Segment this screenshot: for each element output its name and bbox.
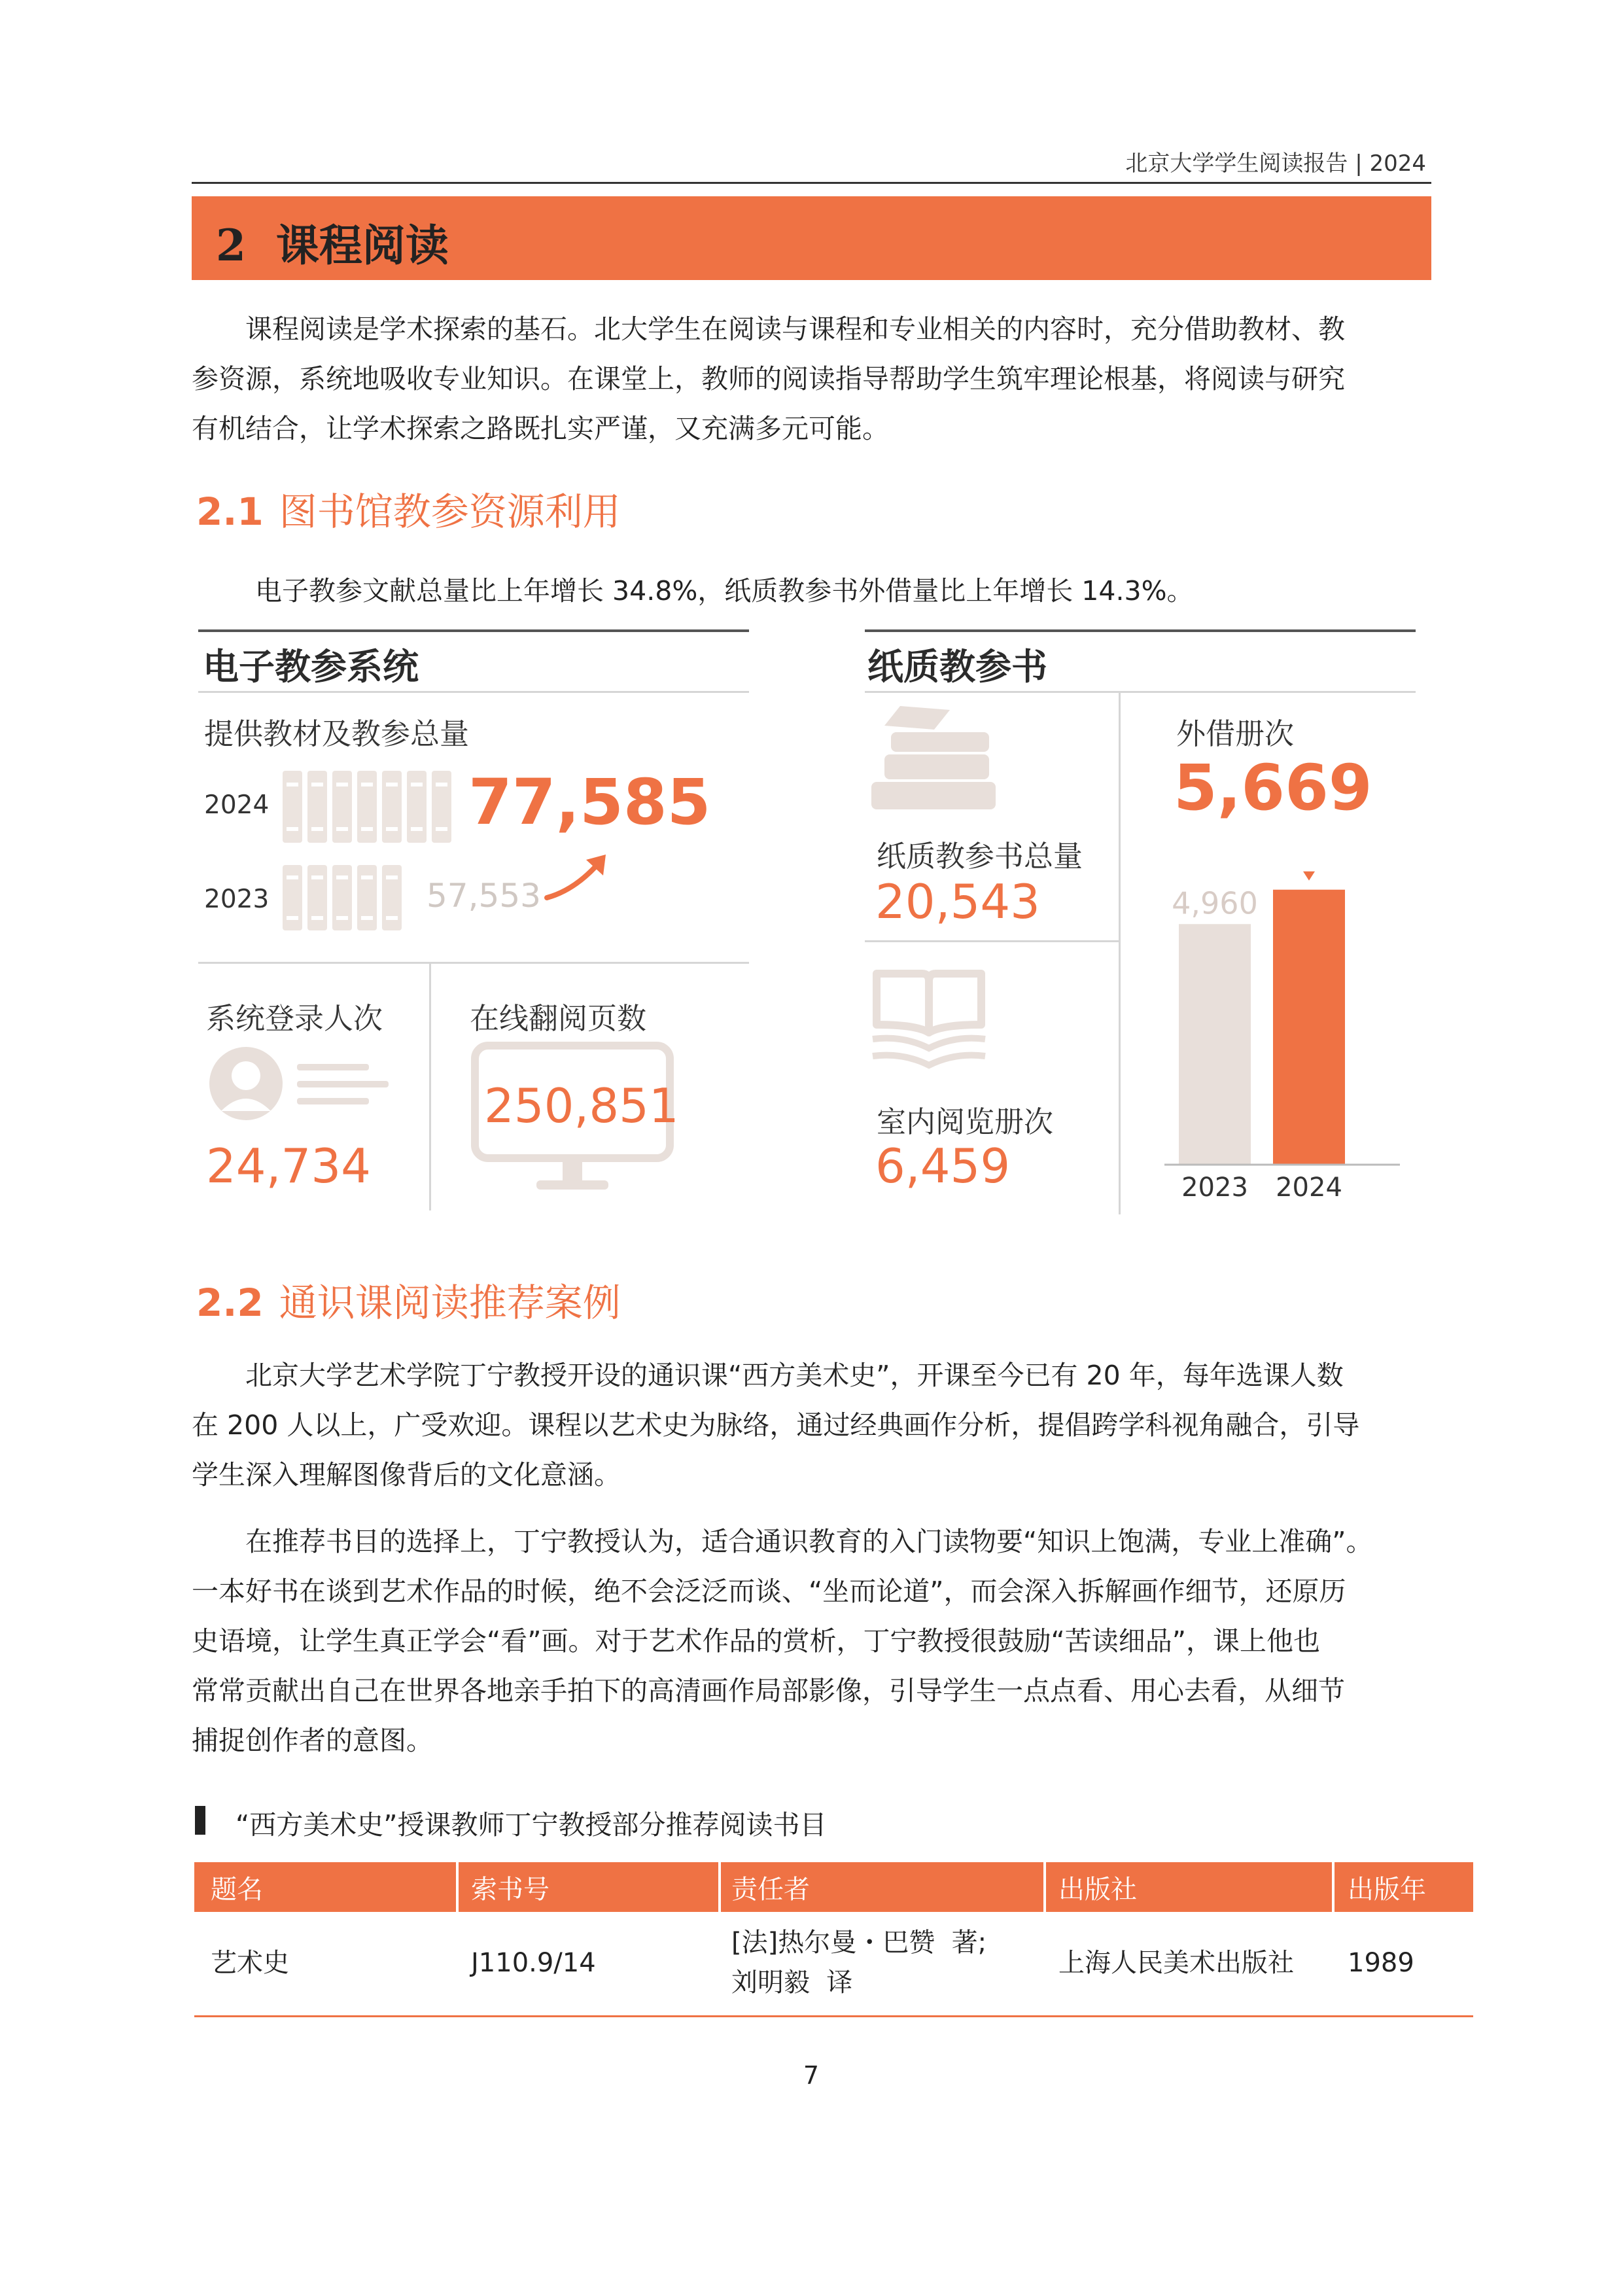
electronic-sub-rule bbox=[198, 691, 749, 693]
case-paragraph-2 bbox=[192, 1517, 1431, 1765]
reading-value: 6,459 bbox=[875, 1139, 1011, 1193]
th-publisher: 出版社 bbox=[1058, 1875, 1137, 1905]
cell-author-line2: 刘明毅 译 bbox=[731, 1968, 853, 1998]
th-year: 出版年 bbox=[1348, 1875, 1426, 1905]
paper-total-value: 20,543 bbox=[875, 874, 1040, 929]
case-line: 北京大学艺术学院丁宁教授开设的通识课“西方美术史”，开课至今已有 20 年，每年选课人数 bbox=[245, 1360, 1344, 1391]
column-divider bbox=[456, 1862, 459, 1912]
column-divider bbox=[718, 1862, 721, 1912]
paper-total-label: 纸质教参书总量 bbox=[877, 839, 1083, 874]
value-2024: 77,585 bbox=[468, 766, 711, 839]
chapter-number: 2 bbox=[216, 220, 246, 271]
table-header-row bbox=[194, 1862, 1473, 1912]
section-2-1-title bbox=[196, 481, 621, 536]
column-divider bbox=[1043, 1862, 1046, 1912]
data-label: 4,960 bbox=[1172, 885, 1258, 921]
section-2-2-title bbox=[196, 1272, 621, 1327]
paper-vertical-rule bbox=[1119, 691, 1121, 1214]
intro-line: 参资源，系统地吸收专业知识。在课堂上，教师的阅读指导帮助学生筑牢理论根基，将阅读与研究 bbox=[192, 363, 1345, 395]
cell-year: 1989 bbox=[1348, 1948, 1414, 1978]
th-title: 题名 bbox=[211, 1875, 263, 1905]
electronic-heading: 电子教参系统 bbox=[203, 646, 419, 688]
reading-label: 室内阅览册次 bbox=[877, 1104, 1054, 1139]
header-rule bbox=[192, 182, 1431, 184]
th-author: 责任者 bbox=[731, 1875, 810, 1905]
section-name: 图书馆教参资源利用 bbox=[279, 489, 621, 534]
section-number: 2.2 bbox=[196, 1280, 264, 1325]
case-paragraph-1 bbox=[192, 1351, 1431, 1500]
user-icon bbox=[208, 1046, 391, 1124]
bar-2023 bbox=[1179, 924, 1251, 1165]
paper-sub-rule bbox=[865, 691, 1416, 693]
cell-call-number: J110.9/14 bbox=[471, 1948, 596, 1978]
case-line: 捕捉创作者的意图。 bbox=[192, 1725, 433, 1756]
chapter-name: 课程阅读 bbox=[275, 220, 449, 271]
login-value: 24,734 bbox=[206, 1139, 371, 1193]
table-bottom-rule bbox=[194, 2015, 1473, 2017]
pages-label: 在线翻阅页数 bbox=[470, 1001, 647, 1036]
year-2023-label: 2023 bbox=[204, 885, 270, 914]
growth-arrow-icon bbox=[543, 851, 615, 903]
bar-2024 bbox=[1273, 890, 1345, 1165]
chapter-title bbox=[216, 211, 449, 273]
paper-top-rule bbox=[865, 629, 1416, 632]
running-header: 北京大学学生阅读报告 | 2024 bbox=[1125, 150, 1426, 177]
case-line: 史语境，让学生真正学会“看”画。对于艺术作品的赏析，丁宁教授很鼓励“苦读细品”，课上他也 bbox=[192, 1625, 1320, 1657]
cell-title: 艺术史 bbox=[211, 1948, 289, 1978]
column-divider bbox=[1332, 1862, 1335, 1912]
intro-paragraph bbox=[192, 304, 1431, 453]
case-line: 在 200 人以上，广受欢迎。课程以艺术史为脉络，通过经典画作分析，提倡跨学科视角融合，引导 bbox=[192, 1409, 1360, 1441]
case-line: 在推荐书目的选择上，丁宁教授认为，适合通识教育的入门读物要“知识上饱满，专业上准确”。 bbox=[245, 1526, 1373, 1557]
case-line: 学生深入理解图像背后的文化意涵。 bbox=[192, 1459, 621, 1491]
case-line: 一本好书在谈到艺术作品的时候，绝不会泛泛而谈、“坐而论道”，而会深入拆解画作细节，还原历 bbox=[192, 1576, 1346, 1607]
paper-heading: 纸质教参书 bbox=[867, 646, 1048, 688]
intro-line: 课程阅读是学术探索的基石。北大学生在阅读与课程和专业相关的内容时，充分借助教材、教 bbox=[245, 313, 1345, 345]
loan-bar-chart bbox=[1151, 811, 1413, 1217]
books-2023-icon bbox=[283, 865, 413, 930]
electronic-vertical-rule bbox=[429, 962, 431, 1210]
year-2024-label: 2024 bbox=[204, 790, 270, 820]
case-line: 常常贡献出自己在世界各地亲手拍下的高清画作局部影像，引导学生一点点看、用心去看，从细节 bbox=[192, 1675, 1345, 1706]
book-stack-icon bbox=[871, 703, 1002, 815]
page-number: 7 bbox=[803, 2061, 820, 2090]
cell-publisher: 上海人民美术出版社 bbox=[1058, 1948, 1294, 1978]
cell-author-line1: [法]热尔曼・巴赞 著; bbox=[731, 1928, 987, 1958]
login-label: 系统登录人次 bbox=[206, 1001, 383, 1036]
section-name: 通识课阅读推荐案例 bbox=[279, 1280, 621, 1325]
loan-label: 外借册次 bbox=[1176, 716, 1295, 751]
open-book-icon bbox=[870, 967, 988, 1072]
caption-marker bbox=[195, 1806, 205, 1835]
table-caption: “西方美术史”授课教师丁宁教授部分推荐阅读书目 bbox=[236, 1809, 827, 1841]
electronic-top-rule bbox=[198, 629, 749, 632]
value-2023: 57,553 bbox=[427, 877, 541, 915]
books-2024-icon bbox=[283, 771, 459, 843]
electronic-total-label: 提供教材及教参总量 bbox=[204, 716, 470, 751]
th-call-number: 索书号 bbox=[471, 1875, 550, 1905]
lead-text: 电子教参文献总量比上年增长 34.8%，纸质教参书外借量比上年增长 14.3%。 bbox=[255, 575, 1194, 607]
section-number: 2.1 bbox=[196, 489, 264, 534]
x-tick-label: 2024 bbox=[1276, 1173, 1342, 1203]
electronic-mid-rule bbox=[198, 962, 749, 964]
intro-line: 有机结合，让学术探索之路既扎实严谨，又充满多元可能。 bbox=[192, 413, 889, 444]
loan-value: 5,669 bbox=[1174, 751, 1372, 824]
pointer-triangle-icon bbox=[1303, 872, 1315, 881]
x-tick-label: 2023 bbox=[1181, 1173, 1248, 1203]
pages-value: 250,851 bbox=[484, 1078, 679, 1133]
paper-left-mid-rule bbox=[865, 940, 1119, 942]
